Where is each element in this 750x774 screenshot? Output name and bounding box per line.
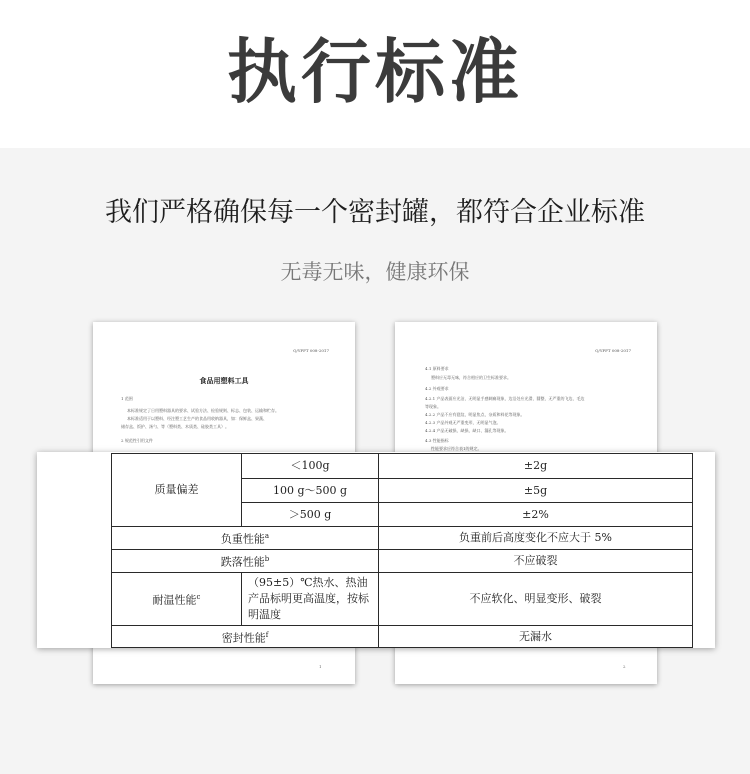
document-line: 4.2.1 产品表面应光洁，无明显手感刺痛现象，边沿处应光滑，圆整，无严重的飞边、毛边 (425, 396, 585, 401)
footnote-mark: c (196, 593, 201, 602)
document-line: 性能要求应符合表1的规定。 (431, 446, 482, 451)
performance-spec-table (111, 453, 693, 648)
weight-deviation-label: 质量偏差 (112, 454, 242, 527)
load-performance-label (112, 527, 379, 550)
subline: 无毒无味，健康环保 (280, 260, 470, 284)
table-row (112, 550, 693, 573)
table-row (112, 626, 693, 648)
load-performance-value: 负重前后高度变化不应大于 5% (379, 527, 693, 550)
page-title: 执行标准 (227, 31, 523, 113)
seal-performance-value: 无漏水 (379, 626, 693, 648)
seal-performance-label (112, 626, 379, 648)
footnote-mark: b (264, 555, 270, 564)
document-line: 1 范围 (121, 396, 133, 401)
document-line: 储存盒、饭护、汤勺、等（塑料类、木质类、硅胶类工具）。 (121, 424, 229, 429)
document-line: 本标准规定了日用塑料器具的要求、试验方法、检验规则、标志、包装、运输和贮存。 (127, 408, 279, 413)
document-reference: Q/YPFT 008-2017 (595, 348, 631, 353)
label-text: 密封性能 (221, 631, 266, 645)
headline: 我们严格确保每一个密封罐，都符合企业标准 (105, 197, 645, 228)
weight-range: 100 g～500 g (242, 479, 379, 503)
document-line: 4.2 外观要求 (425, 386, 449, 391)
page-number: 1 (319, 664, 322, 669)
document-line: 等现象。 (425, 404, 441, 409)
label-text: 耐温性能 (152, 593, 197, 607)
weight-range: ＞500 g (242, 503, 379, 527)
heat-resistance-value: 不应软化、明显变形、破裂 (379, 573, 693, 626)
heat-resistance-label (112, 573, 242, 626)
table-row (112, 454, 693, 479)
weight-tolerance: ±2g (379, 454, 693, 479)
header-area (0, 0, 750, 148)
drop-performance-label (112, 550, 379, 573)
label-text: 跌落性能 (220, 555, 265, 569)
spec-table-strip (37, 452, 715, 648)
document-line: 塑料应无毒无味，符合相应的卫生标准要求。 (431, 375, 511, 380)
weight-tolerance: ±2% (379, 503, 693, 527)
document-line: 4.2.3 产品外观无严重变形，无明显气泡。 (425, 420, 501, 425)
document-line: 4.2.4 产品无破损、缺损、缺口、漏孔等现象。 (425, 428, 509, 433)
heat-resistance-condition: （95±5）℃热水、热油产品标明更高温度，按标明温度 (242, 573, 379, 626)
weight-tolerance: ±5g (379, 479, 693, 503)
document-reference: Q/YPFT 008-2017 (293, 348, 329, 353)
label-text: 负重性能 (220, 532, 265, 546)
table-row (112, 527, 693, 550)
document-line: 本标准适用于以塑料、经注塑工艺生产的食品用收纳器具，如：保鲜盒、果蔬、 (127, 416, 267, 421)
document-line: 4.2.2 产品不应有裂纹、明显焦点、杂质和料花等现象。 (425, 412, 525, 417)
footnote-mark: f (265, 630, 269, 639)
weight-range: ＜100g (242, 454, 379, 479)
drop-performance-value: 不应破裂 (379, 550, 693, 573)
page-number: 2 (623, 664, 626, 669)
table-row (112, 573, 693, 626)
document-line: 4.1 原料要求 (425, 366, 449, 371)
document-title: 食品用塑料工具 (199, 376, 249, 385)
document-line: 4.3 性能指标 (425, 438, 449, 443)
document-line: 2 规范性引用文件 (121, 438, 153, 443)
footnote-mark: a (264, 532, 270, 541)
